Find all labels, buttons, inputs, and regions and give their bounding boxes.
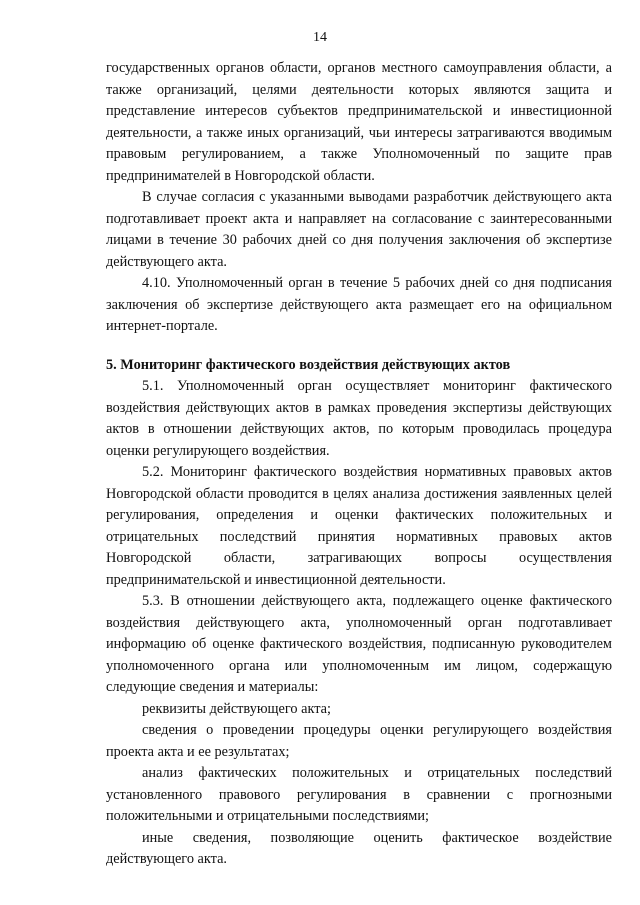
list-item: реквизиты действующего акта; — [142, 700, 331, 717]
list-item: анализ фактических положительных и отрицательных последствий установленного правового регулирования в сравнении с прогнозными положительными и отрицательными последствиями; — [106, 765, 612, 824]
list-item: сведения о проведении процедуры оценки регулирующего воздействия проекта акта и ее результатах; — [106, 722, 612, 760]
document-body — [106, 58, 612, 871]
clause-5-2: 5.2. Мониторинг фактического воздействия нормативных правовых актов Новгородской области проводится в целях анализа достижения заявленных целей регулирования, определения и оценки фактических положительных и отрицательных последствий принятия нормативных правовых актов Новгородской области, затрагивающих вопросы осуществления предпринимательской и инвестиционной деятельности. — [106, 464, 612, 588]
clause-5-1: 5.1. Уполномоченный орган осуществляет мониторинг фактического воздействия действующих актов в рамках проведения экспертизы действующих актов в отношении действующих актов, по которым проводилась процедура оценки регулирующего воздействия. — [106, 378, 612, 459]
agreement-paragraph: В случае согласия с указанными выводами разработчик действующего акта подготавливает проект акта и направляет на согласование с заинтересованными лицами в течение 30 рабочих дней со дня получения заключения об экспертизе действующего акта. — [106, 189, 612, 270]
section-5-heading: 5. Мониторинг фактического воздействия действующих актов — [106, 356, 511, 373]
clause-5-3: 5.3. В отношении действующего акта, подлежащего оценке фактического воздействия действующего акта, уполномоченный орган подготавливает информацию об оценке фактического воздействия, подписанную руководителем уполномоченного органа или уполномоченным им лицом, содержащую следующие сведения и материалы: — [106, 593, 612, 695]
continuation-paragraph: государственных органов области, органов местного самоуправления области, а также организаций, целями деятельности которых являются защита и представление интересов субъектов предпринимательской и инвестиционной деятельности, а также иных организаций, чьи интересы затрагиваются вводимым правовым регулированием, а также Уполномоченный по защите прав предпринимателей в Новгородской области. — [106, 60, 612, 184]
clause-4-10: 4.10. Уполномоченный орган в течение 5 рабочих дней со дня подписания заключения об экспертизе действующего акта размещает его на официальном интернет-портале. — [106, 275, 612, 334]
list-item: иные сведения, позволяющие оценить фактическое воздействие действующего акта. — [106, 829, 612, 867]
page-number: 14 — [313, 30, 327, 45]
